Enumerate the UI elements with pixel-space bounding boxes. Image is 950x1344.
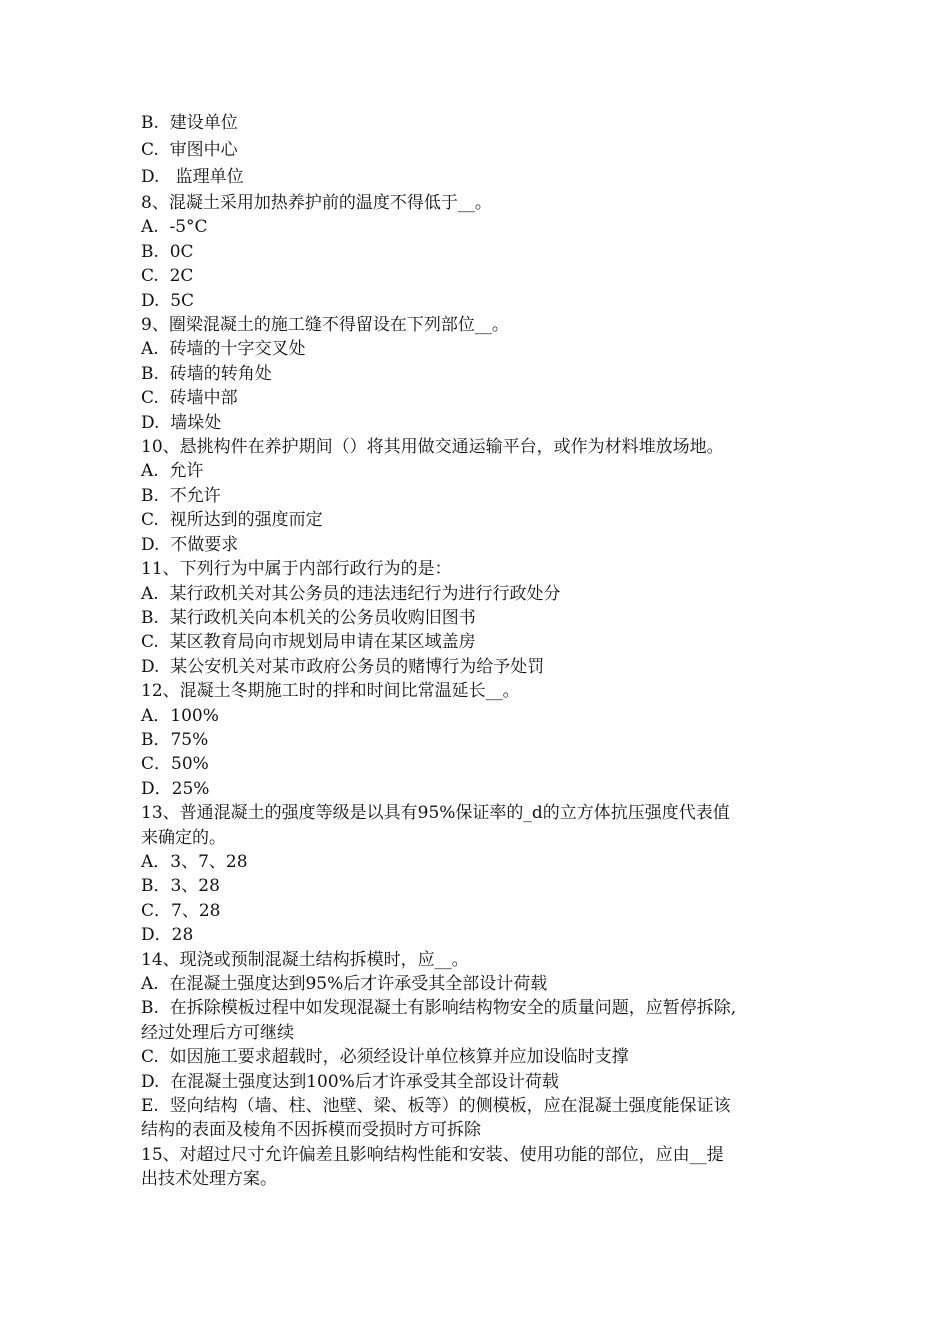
- question-12-option-b: B．75%: [141, 729, 209, 750]
- question-14-option-b-cont: 经过处理后方可继续: [141, 1022, 294, 1043]
- option-d-line: D. 监理单位: [141, 167, 244, 187]
- question-13-stem-cont: 来确定的。: [141, 827, 226, 848]
- question-12-stem: 12、混凝土冬期施工时的拌和时间比常温延长__。: [141, 681, 520, 702]
- question-9-option-b: B. 砖墙的转角处: [141, 363, 272, 384]
- question-9-option-c: C. 砖墙中部: [141, 388, 238, 409]
- question-10-option-c: C. 视所达到的强度而定: [141, 510, 323, 531]
- question-14-stem: 14、现浇或预制混凝土结构拆模时，应__。: [141, 949, 469, 970]
- question-12-option-d: D．25%: [141, 778, 210, 799]
- question-14-option-a: A. 在混凝土强度达到95%后才许承受其全部设计荷载: [141, 974, 548, 994]
- question-13-option-b: B．3、28: [141, 876, 220, 897]
- question-14-option-e-cont: 结构的表面及棱角不因拆模而受损时方可拆除: [141, 1120, 481, 1141]
- option-b-line: B. 建设单位: [141, 113, 238, 133]
- question-14-option-e: E. 竖向结构（墙、柱、池壁、梁、板等）的侧模板，应在混凝土强度能保证该: [141, 1096, 731, 1117]
- question-8-option-b: B. 0C: [141, 241, 194, 262]
- option-c-line: C. 审图中心: [141, 140, 238, 160]
- question-8-stem: 8、混凝土采用加热养护前的温度不得低于__。: [141, 193, 492, 213]
- question-8-option-a: A. -5°C: [141, 217, 208, 238]
- question-9-option-a: A. 砖墙的十字交叉处: [141, 339, 306, 360]
- question-11-option-c: C. 某区教育局向市规划局申请在某区域盖房: [141, 632, 476, 653]
- question-8-option-c: C. 2C: [141, 266, 194, 287]
- question-9-stem: 9、圈梁混凝土的施工缝不得留设在下列部位__。: [141, 315, 509, 336]
- question-11-option-d: D. 某公安机关对某市政府公务员的赌博行为给予处罚: [141, 656, 545, 677]
- question-10-option-b: B. 不允许: [141, 485, 221, 506]
- question-13-stem: 13、普通混凝土的强度等级是以具有95%保证率的_d的立方体抗压强度代表值: [141, 803, 730, 824]
- question-13-option-d: D．28: [141, 925, 194, 946]
- question-15-stem: 15、对超过尺寸允许偏差且影响结构性能和安装、使用功能的部位，应由__提: [141, 1144, 724, 1165]
- question-11-option-b: B. 某行政机关向本机关的公务员收购旧图书: [141, 607, 476, 628]
- question-13-option-c: C．7、28: [141, 900, 221, 921]
- question-10-stem: 10、悬挑构件在养护期间（）将其用做交通运输平台，或作为材料堆放场地。: [141, 437, 724, 458]
- question-11-option-a: A. 某行政机关对其公务员的违法违纪行为进行行政处分: [141, 583, 561, 604]
- question-9-option-d: D. 墙垛处: [141, 412, 222, 433]
- question-11-stem: 11、下列行为中属于内部行政行为的是：: [141, 559, 452, 580]
- question-15-stem-cont: 出技术处理方案。: [141, 1169, 277, 1190]
- question-12-option-c: C．50%: [141, 754, 209, 775]
- question-10-option-d: D. 不做要求: [141, 534, 239, 555]
- question-14-option-b: B. 在拆除模板过程中如发现混凝土有影响结构物安全的质量问题，应暂停拆除,: [141, 998, 737, 1019]
- question-12-option-a: A．100%: [141, 705, 219, 726]
- question-14-option-d: D. 在混凝土强度达到100%后才许承受其全部设计荷载: [141, 1071, 559, 1092]
- question-14-option-c: C. 如因施工要求超载时，必须经设计单位核算并应加设临时支撑: [141, 1047, 629, 1068]
- question-10-option-a: A. 允许: [141, 461, 204, 482]
- question-8-option-d: D. 5C: [141, 290, 195, 311]
- question-13-option-a: A．3、7、28: [141, 851, 248, 872]
- document-page: [141, 110, 821, 1192]
